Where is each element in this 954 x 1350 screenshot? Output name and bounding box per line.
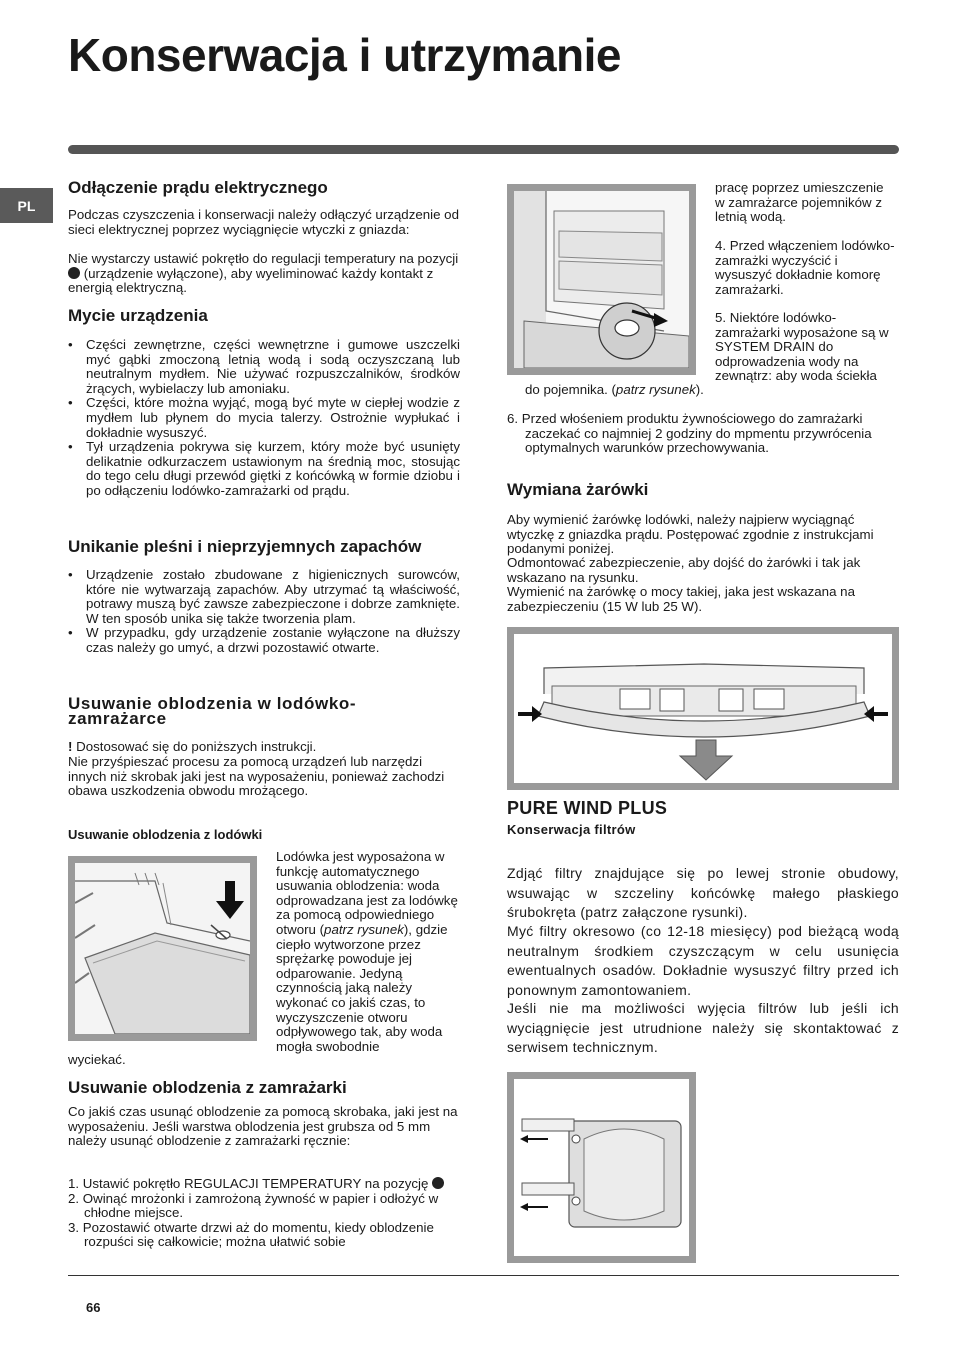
page-title: Konserwacja i utrzymanie xyxy=(68,29,621,81)
defrost-paragraph: Nie przyśpieszać procesu za pomocą urządzeń lub narzędzi innych niż skrobak jaki jest na wyposażeniu, ponieważ zachodzi obawa uszkodzenia obwodu mrożącego. xyxy=(68,754,445,799)
list-item: • Części, które można wyjąć, mogą być myte w ciepłej wodzie z mydłem lub płynem do mycia talerzy. Ostrożnie wypłukać i dokładnie wysuszyć. xyxy=(68,396,460,440)
filters-paragraph-2: Myć filtry okresowo (co 12-18 miesięcy) pod bieżącą wodą neutralnym środkiem czyszczącym w celu usunięcia ewentualnych osadów. Dokładnie wysuszyć filtry przed ich ponownym zamontowaniem. xyxy=(507,923,899,998)
power-paragraph-1: Podczas czyszczenia i konserwacji należy odłączyć urządzenie od sieci elektrycznej poprzez wyciągnięcie wtyczki z gniazda: xyxy=(68,207,459,237)
defrost-note xyxy=(68,740,460,755)
defrost-heading-line-2: zamrażarce xyxy=(68,709,167,728)
step-4: 4. Przed włączeniem lodówko-zamrażki wyczyścić i wysuszyć dokładnie komorę zamrażarki. xyxy=(715,238,895,297)
drain-side-text: pracę poprzez umieszczenie w zamrażarce pojemników z letnią wodą. xyxy=(715,180,884,225)
subheading-fridge-defrost: Usuwanie oblodzenia z lodówki xyxy=(68,827,263,842)
list-item: 3. Pozostawić otwarte drzwi aż do momentu, kiedy oblodzenie rozpuści się całkowicie; można ułatwić sobie xyxy=(68,1219,434,1250)
list-item: • W przypadku, gdy urządzenie zostanie wyłączone na dłuższy czas należy go umyć, a drzwi pozostawić otwarte. xyxy=(68,626,460,655)
filters-paragraph-1: Zdjąć filtry znajdujące się po lewej stronie obudowy, wsuwając w szczeliny końcówkę małego płaskiego śrubokręta (patrz załączone rysunki). xyxy=(507,865,899,920)
off-position-dot-icon xyxy=(68,267,80,279)
list-item xyxy=(68,1177,460,1192)
power-paragraph-2 xyxy=(68,252,460,296)
page-number: 66 xyxy=(86,1300,101,1315)
step-5-text-b: do pojemnika. ( xyxy=(525,382,616,397)
step-5-text-c: ). xyxy=(695,382,704,397)
step-1-text: 1. Ustawić pokrętło REGULACJI TEMPERATURY na pozycję xyxy=(68,1176,429,1191)
bulb-cover-drawing xyxy=(514,634,892,783)
fridge-defrost-illustration xyxy=(68,856,257,1041)
freezer-defrost-paragraph: Co jakiś czas usunąć oblodzenie za pomocą skrobaka, jaki jest na wyposażeniu. Jeśli warstwa oblodzenia jest grubsza od 5 mm należy usunąć oblodzenie z zamrażarki ręcznie: xyxy=(68,1104,458,1149)
drain-drawing xyxy=(514,191,689,368)
fridge-defrost-text-end: wyciekać. xyxy=(68,1052,126,1067)
power-text-a: Nie wystarczy ustawić pokrętło do regulacji temperatury na pozycji xyxy=(68,251,459,266)
fridge-defrost-text-b: ), gdzie ciepło wytworzone przez sprężarkę powoduje jej odparowanie. Jedyną czynnością jaką należy wykonać co jakiś czas, to wyczyszczenie otworu odpływowego tak, aby woda mogła swobodnie xyxy=(276,921,448,1054)
step-6-list xyxy=(507,412,899,456)
cleaning-list xyxy=(68,338,460,499)
filter-removal-illustration xyxy=(507,1072,696,1263)
bulb-paragraph-3: Wymienić na żarówkę o mocy takiej, jaka jest wskazana na zabezpieczeniu (15 W lub 25 W). xyxy=(507,584,855,614)
step-5-continued xyxy=(525,383,895,398)
see-figure-ref: patrz rysunek xyxy=(324,921,404,937)
language-tab: PL xyxy=(0,188,53,223)
bulb-cover-illustration xyxy=(507,627,899,790)
defrost-heading-line-1: Usuwanie oblodzenia w lodówko- xyxy=(68,694,357,713)
list-item: • Urządzenie zostało zbudowane z higienicznych surowców, które nie wytwarzają zapachów. Aby utrzymać tą właściwość, potrawy muszą być zawsze zabezpieczone i dobrze zamknięte. W ten sposób unika się także tworzenia plam. xyxy=(68,568,460,626)
step-5: 5. Niektóre lodówko-zamrażarki wyposażone są w SYSTEM DRAIN do odprowadzenia wody na zewnątrz: aby woda ściekła xyxy=(715,310,889,384)
bulb-paragraph-2: Odmontować zabezpieczenie, aby dojść do żarówki i tak jak wskazano na rysunku. xyxy=(507,555,861,585)
section-heading-pure-wind: PURE WIND PLUS xyxy=(507,798,668,818)
fridge-defrost-text xyxy=(276,850,460,1054)
subheading-filters: Konserwacja filtrów xyxy=(507,822,636,837)
section-heading-cleaning: Mycie urządzenia xyxy=(68,306,208,325)
footer-rule xyxy=(68,1275,899,1276)
fridge-interior-drawing xyxy=(75,863,250,1034)
section-heading-bulb: Wymiana żarówki xyxy=(507,480,649,499)
bulb-paragraph-1: Aby wymienić żarówkę lodówki, należy najpierw wyciągnąć wtyczkę z gniazdka prądu. Postępować zgodnie z instrukcjami podanymi poniżej. xyxy=(507,512,874,557)
list-item: 2. Owinąć mrożonki i zamrożoną żywność w papier i odłożyć w chłodne miejsce. xyxy=(68,1190,439,1221)
see-figure-ref: patrz rysunek xyxy=(615,382,696,397)
system-drain-illustration xyxy=(507,184,696,375)
list-item: • Tył urządzenia pokrywa się kurzem, który może być usunięty delikatnie odkurzaczem ustawionym na średnią moc, stosując do tego celu długi przewód giętki z końcówką w formie dziobu i po odłączeniu lodówko-zamrażarki od prądu. xyxy=(68,440,460,498)
list-item: • Części zewnętrzne, części wewnętrzne i gumowe uszczelki myć gąbki zmoczoną letnią wodą i sodą oczyszczaną lub neutralnym mydłem. Nie używać rozpuszczalników, środków żrących, wybielaczy lub amoniaku. xyxy=(68,338,460,396)
section-heading-mould: Unikanie pleśni i nieprzyjemnych zapachów xyxy=(68,537,422,556)
mould-list xyxy=(68,568,460,656)
section-heading-freezer-defrost: Usuwanie oblodzenia z zamrażarki xyxy=(68,1078,347,1097)
off-position-dot-icon xyxy=(432,1177,444,1189)
power-text-b: (urządzenie wyłączone), aby wyeliminować każdy kontakt z energią elektryczną. xyxy=(68,265,434,296)
section-heading-power: Odłączenie prądu elektrycznego xyxy=(68,178,328,197)
freezer-defrost-steps xyxy=(68,1177,460,1250)
list-item: 6. Przed włośeniem produktu żywnościowego do zamrażarki zaczekać co najmniej 2 godziny do mpmentu przywrócenia optymalnych warunków przechowywania. xyxy=(507,411,872,456)
filter-drawing xyxy=(514,1079,689,1256)
header-rule xyxy=(68,145,899,154)
defrost-note-text: Dostosować się do poniższych instrukcji. xyxy=(76,739,317,754)
fridge-defrost-text-a: Lodówka jest wyposażona w funkcję automatycznego usuwania oblodzenia: woda odprowadzana jest za lodówkę za pomocą odpowiedniego otworu ( xyxy=(276,849,458,937)
warning-mark: ! xyxy=(68,739,73,754)
filters-paragraph-3: Jeśli nie ma możliwości wyjęcia filtrów lub jeśli ich wyciągnięcie jest utrudnione należy się skontaktować z serwisem technicznym. xyxy=(507,1000,899,1055)
section-heading-defrost xyxy=(68,696,356,726)
